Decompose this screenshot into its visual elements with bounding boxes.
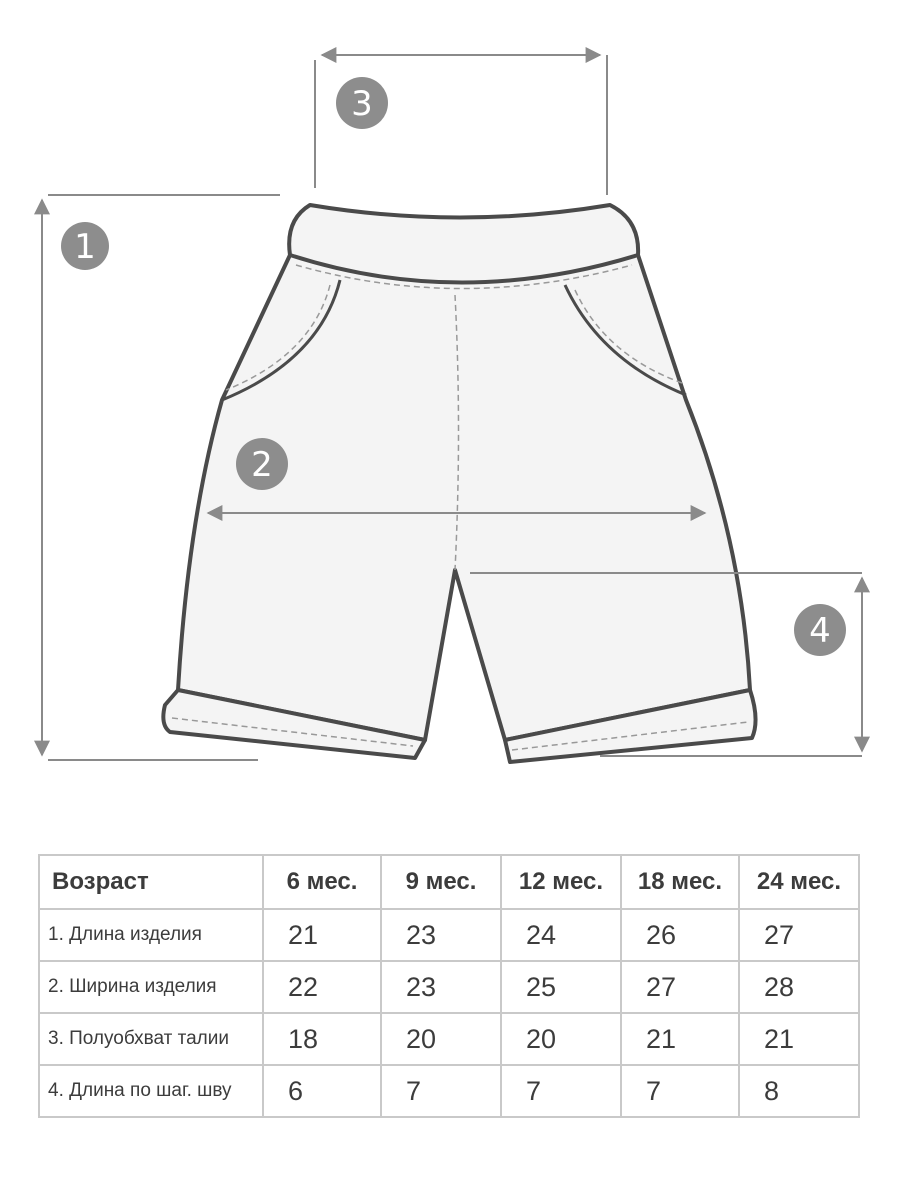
table-header-row [39, 855, 859, 909]
table-cell: 24 [501, 909, 621, 961]
table-cell: 23 [381, 961, 501, 1013]
table-cell: 20 [381, 1013, 501, 1065]
table-cell: 6 [263, 1065, 381, 1117]
table-cell: 20 [501, 1013, 621, 1065]
table-cell: 7 [501, 1065, 621, 1117]
marker-1-label: 1 [74, 227, 96, 267]
header-size-18m: 18 мес. [621, 855, 739, 909]
table-cell: 26 [621, 909, 739, 961]
table-row [39, 909, 859, 961]
table-cell: 7 [381, 1065, 501, 1117]
table-cell: 7 [621, 1065, 739, 1117]
table-cell: 21 [739, 1013, 859, 1065]
table-cell: 22 [263, 961, 381, 1013]
table-cell: 18 [263, 1013, 381, 1065]
table-cell: 21 [621, 1013, 739, 1065]
row-label: 4. Длина по шаг. шву [39, 1065, 263, 1117]
table-row [39, 961, 859, 1013]
table-cell: 27 [739, 909, 859, 961]
marker-4 [794, 604, 846, 656]
table-row [39, 1065, 859, 1117]
table-cell: 25 [501, 961, 621, 1013]
size-table [38, 854, 860, 1118]
marker-2-label: 2 [251, 445, 273, 485]
marker-3 [336, 77, 388, 129]
row-label: 1. Длина изделия [39, 909, 263, 961]
table-cell: 28 [739, 961, 859, 1013]
marker-3-label: 3 [351, 84, 373, 124]
row-label: 2. Ширина изделия [39, 961, 263, 1013]
header-size-24m: 24 мес. [739, 855, 859, 909]
table-cell: 8 [739, 1065, 859, 1117]
marker-1 [61, 222, 109, 270]
table-row [39, 1013, 859, 1065]
table-cell: 21 [263, 909, 381, 961]
marker-4-label: 4 [809, 611, 831, 651]
table-cell: 27 [621, 961, 739, 1013]
header-size-9m: 9 мес. [381, 855, 501, 909]
marker-2 [236, 438, 288, 490]
header-size-6m: 6 мес. [263, 855, 381, 909]
header-age: Возраст [39, 855, 263, 909]
row-label: 3. Полуобхват талии [39, 1013, 263, 1065]
header-size-12m: 12 мес. [501, 855, 621, 909]
table-cell: 23 [381, 909, 501, 961]
